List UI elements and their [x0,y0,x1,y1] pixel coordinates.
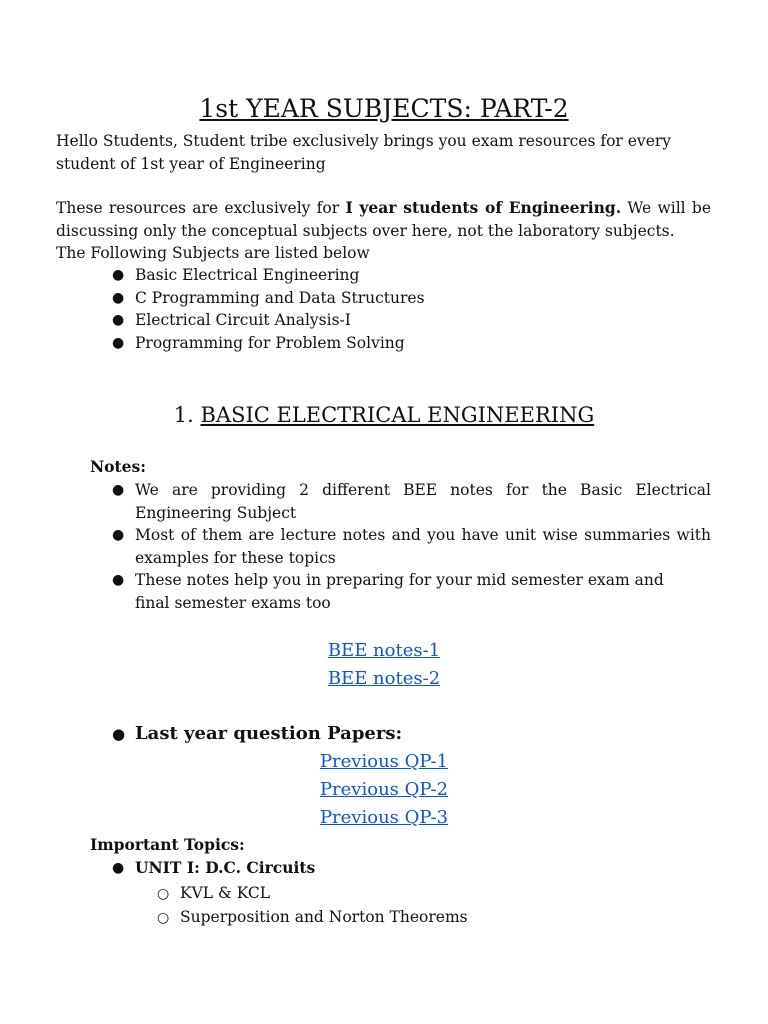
bee-notes-1-link[interactable]: BEE notes-1 [327,640,441,661]
bullet-icon: ● [112,572,125,588]
section-number: 1. [173,403,201,427]
bee-notes-2-link[interactable]: BEE notes-2 [327,668,441,689]
bee-notes-1-link-row [0,637,768,665]
resources-text-start: These resources are exclusively for [56,199,346,217]
bullet-icon: ● [112,289,125,306]
previous-qp-3-link-row [0,804,768,832]
sub-bullet-icon: ○ [157,909,170,926]
list-item: ○ Superposition and Norton Theorems [180,906,700,929]
list-item: ○ KVL & KCL [180,882,700,905]
list-item: ● Programming for Problem Solving [135,332,715,355]
list-item [112,720,715,748]
bullet-icon: ● [112,482,125,498]
previous-qp-2-link-row [0,776,768,804]
resources-text-bold: I year students of Engineering. [345,198,622,217]
list-item: ● Basic Electrical Engineering [135,264,715,287]
resources-text-end: We will be discussing only the conceptual subjects over here, not the laboratory subjects. [56,199,711,240]
subjects-intro: The Following Subjects are listed below [56,244,370,262]
bullet-icon: ● [112,527,125,543]
list-item [112,857,715,880]
previous-qp-1-link[interactable]: Previous QP-1 [319,751,449,772]
bee-notes-2-link-row [0,665,768,693]
section-title: BASIC ELECTRICAL ENGINEERING [200,403,595,427]
bullet-icon: ● [112,312,125,328]
previous-qp-2-link[interactable]: Previous QP-2 [319,779,449,800]
notes-list [112,479,711,614]
list-item: ● Most of them are lecture notes and you have unit wise summaries with examples for these topics [112,526,711,567]
unit-1-label: UNIT I: D.C. Circuits [135,858,316,877]
list-item: ● We are providing 2 different BEE notes for the Basic Electrical Engineering Subject [112,481,711,522]
list-item: ● These notes help you in preparing for your mid semester exam and final semester exams too [112,571,664,612]
resources-paragraph [56,197,711,242]
bullet-icon: ● [112,334,125,351]
bullet-icon: ● [112,725,126,743]
subjects-list [112,264,715,354]
page-title: 1st YEAR SUBJECTS: PART-2 [199,94,569,123]
notes-label: Notes: [90,457,146,476]
qp-list [112,720,715,748]
previous-qp-1-link-row [0,748,768,776]
previous-qp-3-link[interactable]: Previous QP-3 [319,807,449,828]
units-list [112,857,715,880]
section-heading [0,398,768,432]
sub-bullet-icon: ○ [157,886,170,902]
bullet-icon: ● [112,267,125,283]
qp-label: Last year question Papers: [135,723,403,744]
list-item: ● Electrical Circuit Analysis-I [135,309,715,332]
important-topics-label: Important Topics: [90,835,245,854]
bullet-icon: ● [112,860,125,876]
unit-1-topics [157,882,700,928]
intro-paragraph: Hello Students, Student tribe exclusively brings you exam resources for every student of 1st year of Engineering [56,132,672,173]
list-item: ● C Programming and Data Structures [135,287,715,310]
